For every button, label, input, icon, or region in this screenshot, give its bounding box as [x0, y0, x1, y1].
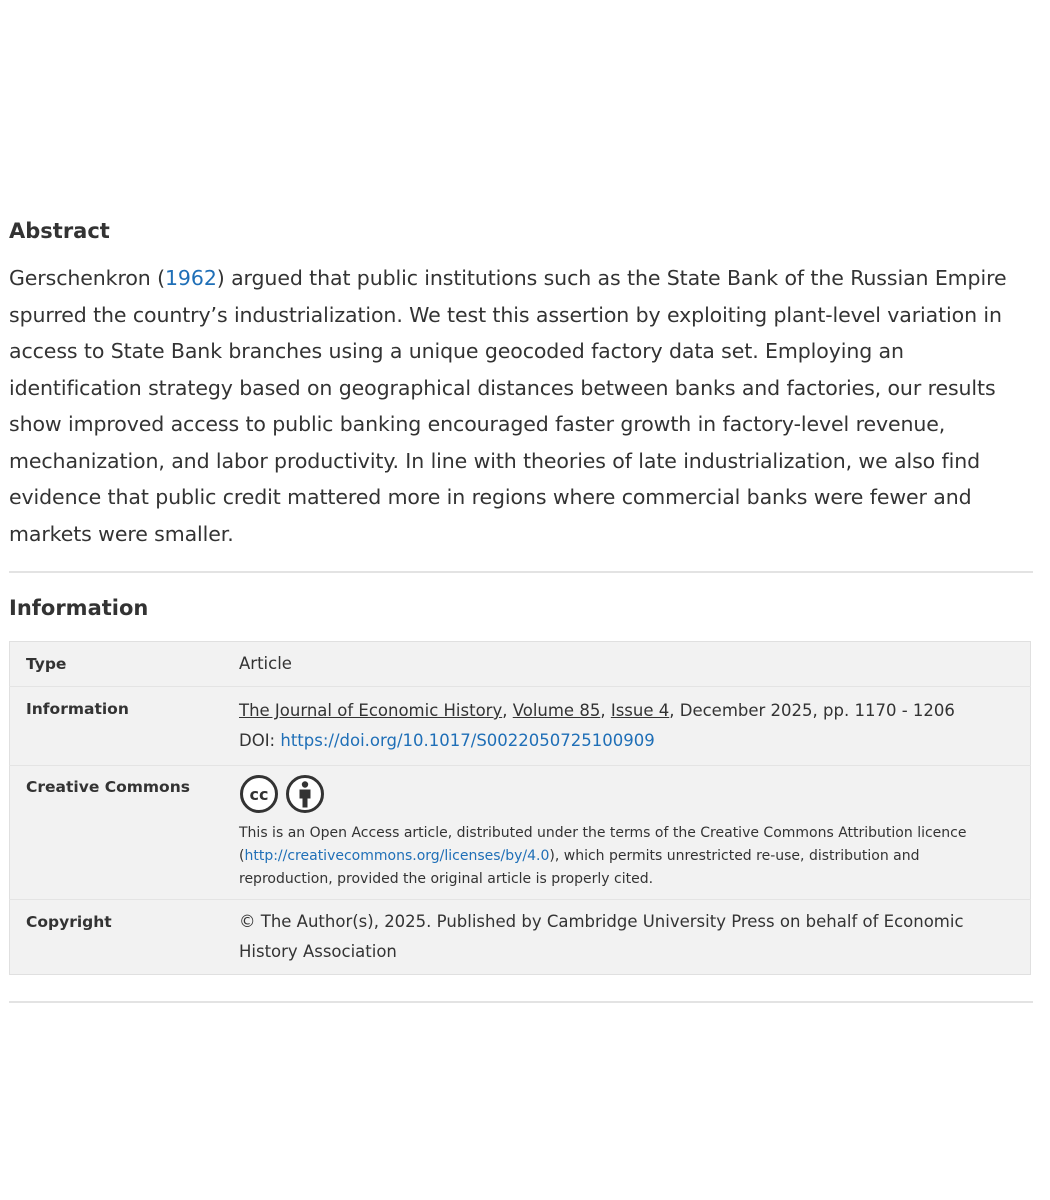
svg-text:cc: cc — [249, 785, 269, 804]
information-value — [239, 687, 1031, 766]
licence-text-end: ), which permits unrestricted re-use, distribution and reproduction, provided the original article is properly cited. — [239, 848, 920, 887]
abstract-text-start: Gerschenkron ( — [9, 266, 165, 290]
comma-separator: , — [669, 701, 680, 720]
doi-line — [239, 726, 1030, 756]
creative-commons-icon[interactable] — [239, 774, 279, 814]
type-value: Article — [239, 654, 292, 673]
creative-commons-value — [239, 766, 1031, 900]
journal-link[interactable]: The Journal of Economic History — [239, 701, 503, 720]
cc-licence-text — [239, 822, 1030, 891]
table-row-copyright — [10, 900, 1031, 975]
comma-separator: , — [502, 701, 513, 720]
information-label: Information — [10, 687, 240, 766]
table-row-type — [10, 642, 1031, 687]
licence-link[interactable]: http://creativecommons.org/licenses/by/4.0 — [244, 848, 550, 864]
attribution-icon[interactable] — [285, 774, 325, 814]
type-label: Type — [26, 655, 67, 673]
table-row-information — [10, 687, 1031, 766]
abstract-text-rest: ) argued that public institutions such as the State Bank of the Russian Empire spurred the country’s industrialization. We test this assertion by exploiting plant-level variation in access to State Bank branches using a unique geocoded factory data set. Employing an identification strategy based on geographical distances between banks and factories, our results show improved access to public banking encouraged faster growth in factory-level revenue, mechanization, and labor productivity. In line with theories of late industrialization, we also find evidence that public credit mattered more in regions where commercial banks were fewer and markets were smaller. — [9, 266, 1007, 546]
citation-link-1962[interactable]: 1962 — [164, 266, 217, 290]
abstract-text — [9, 260, 1033, 552]
comma-separator: , — [600, 701, 611, 720]
licence-text-start: This is an Open Access article, distributed under the terms of the Creative Commons Attribution licence ( — [239, 825, 967, 864]
citation-line — [239, 696, 1030, 726]
volume-link[interactable]: Volume 85 — [512, 701, 601, 720]
copyright-value: © The Author(s), 2025. Published by Cambridge University Press on behalf of Economic History Association — [239, 900, 1031, 975]
article-content — [9, 212, 1033, 1003]
information-table — [9, 641, 1031, 975]
date-pages: December 2025, pp. 1170 - 1206 — [679, 701, 955, 720]
table-row-creative-commons — [10, 766, 1031, 900]
issue-link[interactable]: Issue 4 — [610, 701, 670, 720]
doi-link[interactable]: https://doi.org/10.1017/S0022050725100909 — [280, 731, 655, 750]
information-heading: Information — [9, 596, 149, 620]
doi-label: DOI: — [239, 731, 281, 750]
abstract-heading: Abstract — [9, 219, 110, 243]
section-divider-bottom — [9, 1001, 1033, 1003]
creative-commons-label: Creative Commons — [10, 766, 240, 900]
section-divider — [9, 571, 1033, 573]
copyright-label: Copyright — [10, 900, 240, 975]
cc-license-icons[interactable] — [239, 774, 1030, 814]
